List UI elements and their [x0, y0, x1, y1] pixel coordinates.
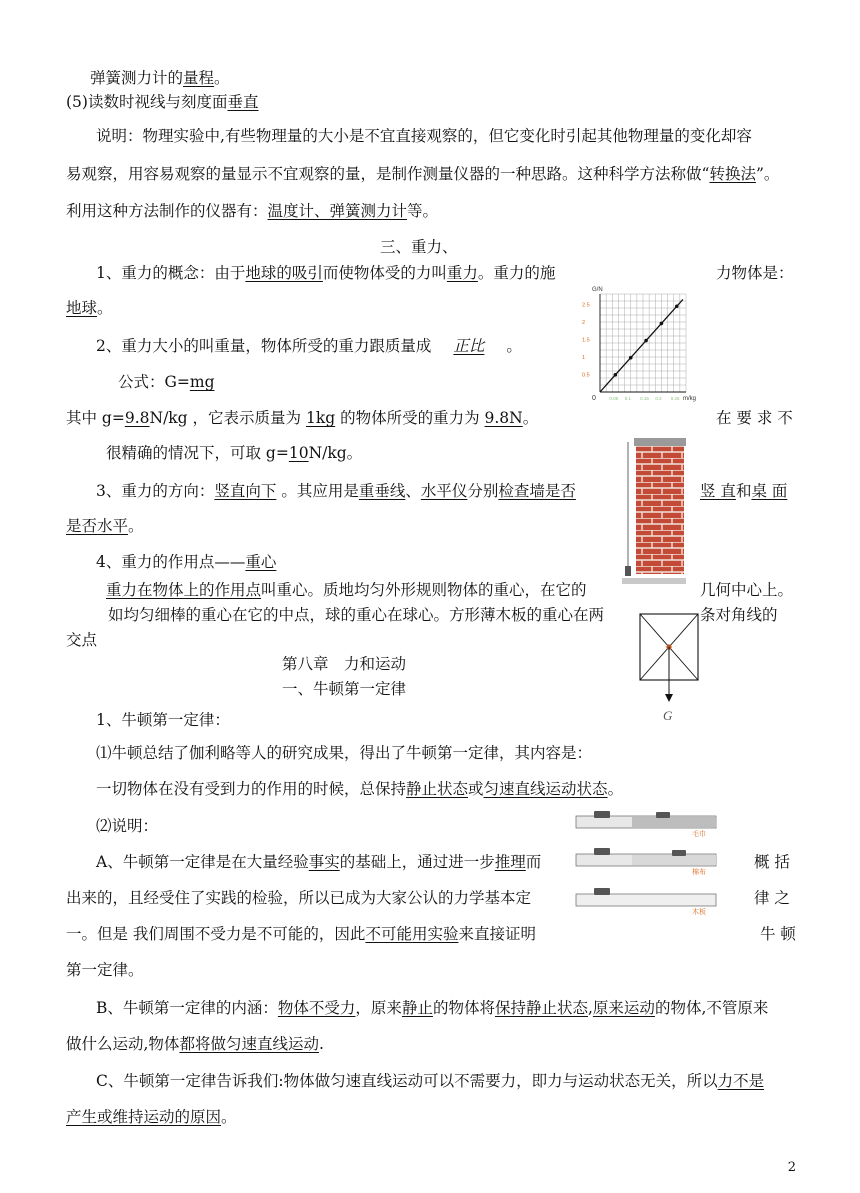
note-line-1: 说明：物理实验中,有些物理量的大小是不宜直接观察的，但它变化时引起其他物理量的变化却容 [96, 127, 752, 145]
graph-ytick-label: 2 [582, 320, 586, 326]
graph-ticks [582, 303, 680, 402]
newton-note-a3: 一。但是 我们周围不受力是不可能的，因此不可能用实验来直接证明 [66, 925, 536, 943]
newton-summary: ⑴牛顿总结了伽利略等人的研究成果，得出了牛顿第一定律，其内容是： [96, 744, 593, 762]
note-line-3: 利用这种方法制作的仪器有：温度计、弹簧测力计等。 [66, 202, 439, 220]
graph-ytick-label: 2.5 [582, 302, 590, 309]
line-view: (5)读数时视线与刻度面垂直 [66, 93, 259, 111]
newton-law-title: 1、牛顿第一定律： [96, 711, 230, 729]
newton-note-a4: 第一定律。 [66, 961, 144, 979]
graph-xtick-label: 0.15 [640, 396, 649, 401]
brick-wall-figure [622, 434, 686, 586]
newton-note-a2: 出来的，且经受住了实践的检验，所以已成为大家公认的力学基本定 [66, 889, 532, 907]
graph-ylabel: G/N [592, 287, 603, 293]
graph-xtick-label: 0.2 [655, 396, 662, 401]
newton-note-b1: B、牛顿第一定律的内涵：物体不受力，原来静止的物体将保持静止状态,原来运动的物体,不管原来 [96, 999, 769, 1017]
graph-ytick-label: 1 [582, 355, 586, 361]
graph-data-point [614, 373, 618, 377]
ramp-experiment-figure [572, 808, 722, 924]
gravity-approx: 很精确的情况下，可取 g=10N/kg。 [106, 444, 363, 462]
gravity-earth: 地球。 [66, 299, 113, 317]
gravity-examples: 如均匀细棒的重心在它的中点，球的重心在球心。方形薄木板的重心在两 [108, 606, 605, 624]
newton-note-a1: A、牛顿第一定律是在大量经验事实的基础上，通过进一步推理而 [96, 853, 542, 871]
gravity-direction-tail: 竖 直和桌 面 [700, 482, 788, 500]
plumb-bob [625, 566, 631, 576]
gravity-center-def-tail: 几何中心上。 [700, 581, 794, 599]
newton-note-c1: C、牛顿第一定律告诉我们:物体做匀速直线运动可以不需要力，即力与运动状态无关，所以力不是 [96, 1072, 765, 1090]
wall-top-board [634, 438, 686, 446]
gravity-label: G [663, 708, 673, 723]
ramp-label-cotton: 棉布 [692, 869, 706, 876]
gravity-formula: 公式：G=mg [118, 373, 215, 391]
gravity-g-value-tail: 在 要 求 不 [716, 409, 793, 427]
graph-data-point [644, 339, 648, 343]
newton-content: 一切物体在没有受到力的作用的时候，总保持静止状态或匀速直线运动状态。 [96, 780, 624, 798]
gravity-center: 4、重力的作用点——重心 [96, 553, 277, 571]
ramp-wood [576, 888, 716, 916]
gravity-direction: 3、重力的方向：竖直向下 。其应用是重垂线、水平仪分别检查墙是否 [96, 482, 576, 500]
graph-ytick-label: 1.5 [582, 337, 590, 344]
newton-note-b2: 做什么运动,物体都将做匀速直线运动. [66, 1035, 324, 1053]
gravity-g-value: 其中 g=9.8N/kg ，它表示质量为 1kg 的物体所受的重力为 9.8N。 [66, 409, 539, 427]
gravity-mass-graph [578, 282, 706, 406]
newton-note-a2-tail: 律 之 [754, 889, 790, 907]
ground-strip [622, 578, 686, 584]
square-plate-figure [636, 608, 706, 724]
graph-xtick-label: 0.25 [670, 396, 680, 401]
gravity-examples-tail: 条对角线的 [700, 606, 778, 624]
gravity-intersection: 交点 [66, 631, 98, 649]
ramp-towel [576, 811, 716, 838]
gravity-arrow-head [665, 694, 673, 702]
note-line-2: 易观察，用容易观察的量显示不宜观察的量，是制作测量仪器的一种思路。这种科学方法称做“转换法”。 [66, 165, 780, 183]
graph-data-point [675, 304, 679, 308]
gravity-level: 是否水平。 [66, 517, 144, 535]
ramp-label-wood: 木板 [692, 909, 706, 916]
gravity-concept-tail: 力物体是： [716, 264, 794, 282]
line-range: 弹簧测力计的量程。 [90, 69, 230, 87]
graph-ytick-label: 0.5 [582, 372, 590, 379]
graph-data-point [629, 356, 633, 360]
graph-xtick-label: 0.05 [609, 396, 619, 401]
gravity-weight: 2、重力大小的叫重量，物体所受的重力跟质量成 正比 。 [96, 337, 522, 355]
gravity-center-def: 重力在物体上的作用点叫重心。质地均匀外形规则物体的重心，在它的 [106, 581, 587, 599]
section-heading-gravity: 三、重力、 [380, 238, 458, 256]
graph-xtick-label: 0.1 [624, 396, 631, 401]
graph-xlabel: m/kg [683, 396, 697, 402]
ramp-label-towel: 毛巾 [692, 831, 706, 838]
chapter-title: 第八章 力和运动 [282, 655, 407, 673]
page-number: 2 [787, 1160, 796, 1175]
graph-origin: 0 [592, 395, 596, 402]
section-heading-newton: 一、牛顿第一定律 [282, 680, 407, 698]
brick-wall [636, 444, 684, 574]
graph-data-point [660, 322, 664, 326]
newton-note-a1-tail: 概 括 [754, 853, 790, 871]
newton-note-title: ⑵说明： [96, 817, 159, 835]
newton-note-c2: 产生或维持运动的原因。 [66, 1108, 237, 1126]
newton-note-a3-tail: 牛 顿 [760, 925, 796, 943]
ramp-cotton [576, 848, 716, 876]
gravity-concept: 1、重力的概念：由于地球的吸引而使物体受的力叫重力。重力的施 [96, 264, 556, 282]
